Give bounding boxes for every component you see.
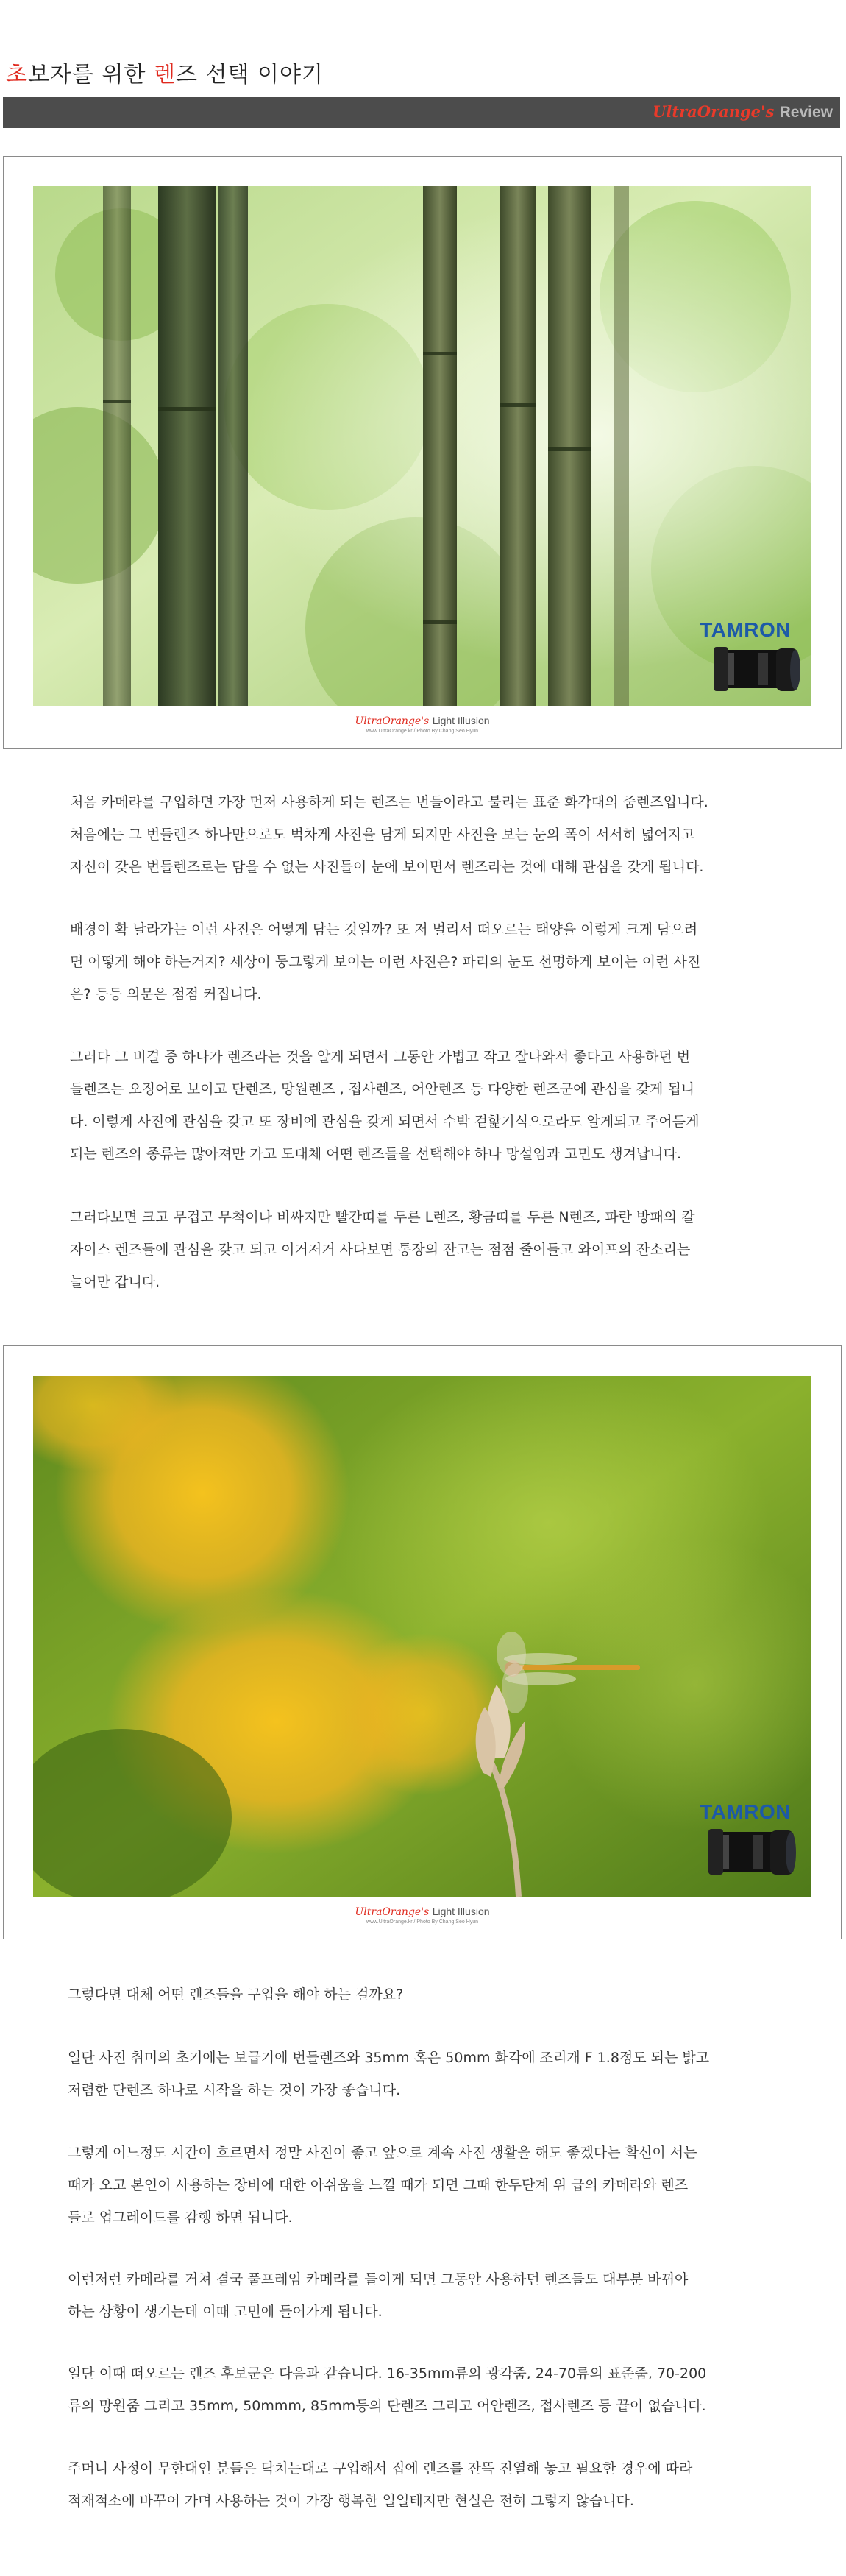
credit-title: Light Illusion (432, 715, 490, 726)
credit-sub: www.UltraOrange.kr / Photo By Chang Seo Hyun (366, 729, 479, 734)
photo-frame-dragonfly (3, 1345, 842, 1939)
tamron-logo: TAMRON (700, 1800, 791, 1823)
bamboo-image (33, 186, 811, 706)
paragraph: 배경이 확 날라가는 이런 사진은 어떻게 담는 것일까? 또 저 멀리서 떠오르는 태양을 이렇게 크게 담으려 면 어떻게 해야 하는거지? 세상이 둥그렇게 보이는 이런 사진은? 파리의 눈도 선명하게 보이는 이런 사진 은? 등등 의문은 점점 커집니다. (70, 921, 701, 1002)
credit-sub: www.UltraOrange.kr / Photo By Chang Seo Hyun (366, 1919, 479, 1925)
paragraph: 처음 카메라를 구입하면 가장 먼저 사용하게 되는 렌즈는 번들이라고 불리는 표준 화각대의 줌렌즈입니다. 처음에는 그 번들렌즈 하나만으로도 벅차게 사진을 담게 되지만 사진을 보는 눈의 폭이 서서히 넓어지고 자신이 갖은 번들렌즈로는 담을 수 없는 사진들이 눈에 보이면서 렌즈라는 것에 대해 관심을 갖게 됩니다. (70, 794, 708, 875)
banner-brand-name: UltraOrange's (653, 102, 775, 121)
question-heading: 그렇다면 대체 어떤 렌즈들을 구입을 해야 하는 걸까요? (68, 1986, 404, 2003)
photo-credit-1 (4, 715, 841, 734)
paragraph: 그렇게 어느정도 시간이 흐르면서 정말 사진이 좋고 앞으로 계속 사진 생활을 해도 좋겠다는 확신이 서는 때가 오고 본인이 사용하는 장비에 대한 아쉬움을 느낄 때가 되면 그때 한두단계 위 급의 카메라와 렌즈 들로 업그레이드를 감행 하면 됩니다. (68, 2145, 697, 2226)
title-part2: 즈 선택 이야기 (175, 62, 324, 88)
title-highlight: 렌 (153, 62, 176, 88)
paragraph: 그러다 그 비결 중 하나가 렌즈라는 것을 알게 되면서 그동안 가볍고 작고 잘나와서 좋다고 사용하던 번 들렌즈는 오징어로 보이고 단렌즈, 망원렌즈 , 접사렌즈, 어안렌즈 등 다양한 렌즈군에 관심을 갖게 됩니 다. 이렇게 사진에 관심을 갖고 또 장비에 관심을 갖게 되면서 수박 겉핥기식으로라도 알게되고 주어듣게 되는 렌즈의 종류는 많아져만 가고 도대체 어떤 렌즈들을 선택해야 하나 망설임과 고민도 생겨납니다. (70, 1049, 700, 1162)
banner-brand (653, 102, 833, 121)
page-title (6, 56, 324, 88)
title-part1: 보자를 위한 (27, 62, 154, 88)
lens-icon (714, 647, 800, 691)
banner-brand-suffix: Review (779, 104, 833, 121)
dragonfly-image (33, 1376, 811, 1897)
paragraph: 일단 이때 떠오르는 렌즈 후보군은 다음과 같습니다. 16-35mm류의 광각줌, 24-70류의 표준줌, 70-200 류의 망원줌 그리고 35mm, 50mmm, 85mm등의 단렌즈 그리고 어안렌즈, 접사렌즈 등 끝이 없습니다. (68, 2366, 707, 2414)
credit-name: UltraOrange's (355, 1906, 430, 1918)
paragraph: 일단 사진 취미의 초기에는 보급기에 번들렌즈와 35mm 혹은 50mm 화각에 조리개 F 1.8정도 되는 밝고 저렴한 단렌즈 하나로 시작을 하는 것이 가장 좋습니다. (68, 2050, 710, 2098)
credit-name: UltraOrange's (355, 715, 430, 727)
photo-credit-2 (4, 1906, 841, 1925)
dragonfly-photo (33, 1376, 811, 1897)
lens-icon (708, 1829, 796, 1875)
paragraph: 이런저런 카메라를 거쳐 결국 풀프레임 카메라를 들이게 되면 그동안 사용하던 렌즈들도 대부분 바뀌야 하는 상황이 생기는데 이때 고민에 들어가게 됩니다. (68, 2271, 689, 2320)
review-banner (3, 97, 840, 128)
paragraph: 주머니 사정이 무한대인 분들은 닥치는대로 구입해서 집에 렌즈를 잔뜩 진열해 놓고 필요한 경우에 따라 적재적소에 바꾸어 가며 사용하는 것이 가장 행복한 일일테지만 현실은 전혀 그렇지 않습니다. (68, 2460, 693, 2509)
title-first-char: 초 (6, 62, 28, 88)
tamron-logo: TAMRON (700, 618, 791, 641)
bamboo-photo (33, 186, 811, 706)
photo-frame-bamboo (3, 156, 842, 749)
credit-title: Light Illusion (432, 1906, 490, 1917)
paragraph: 그러다보면 크고 무겁고 무척이나 비싸지만 빨간띠를 두른 L렌즈, 황금띠를 두른 N렌즈, 파란 방패의 칼 자이스 렌즈들에 관심을 갖고 되고 이거저거 사다보면 통장의 잔고는 점점 줄어들고 와이프의 잔소리는 늘어만 갑니다. (70, 1209, 695, 1290)
